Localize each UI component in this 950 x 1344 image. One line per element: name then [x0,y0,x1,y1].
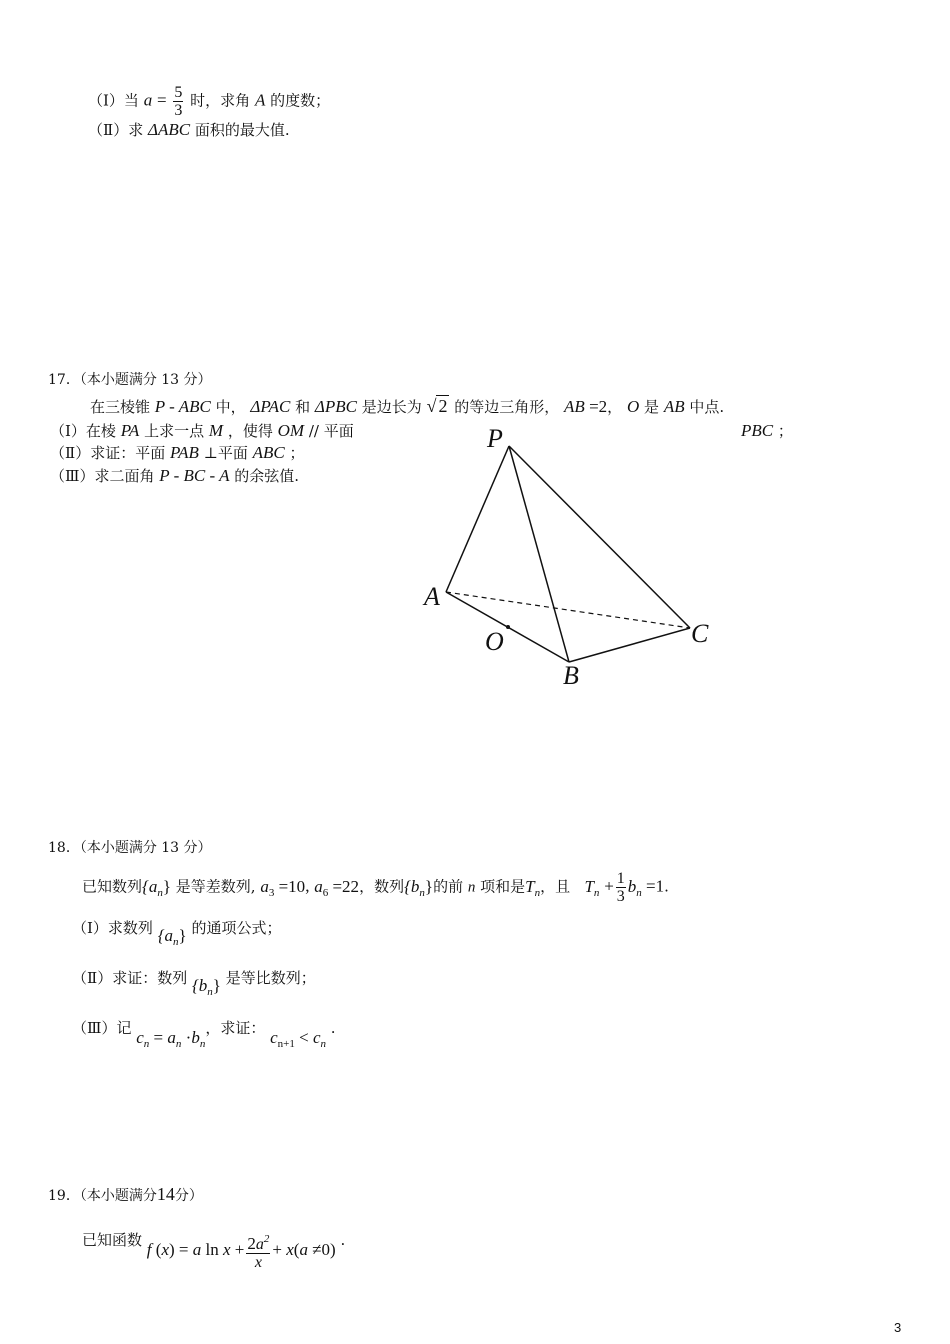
q17-part3-label: （Ⅲ）求二面角 [50,467,155,485]
pyramid-pabc: P - ABC [154,397,211,416]
q18-part2-end: 是等比数列； [225,969,316,987]
brace-close: } [424,876,434,896]
seq-an-base: {a [142,876,158,896]
q17-part2-text: ⊥平面 [203,444,248,462]
q18-stem-text: ，且 [540,877,571,896]
fraction-numerator: 1 [616,870,625,887]
q19-score: 14 [156,1184,175,1204]
q18-part1-end: 的通项公式； [191,919,282,937]
q17-part2-label: （Ⅱ）求证：平面 [50,444,166,462]
seq-bn: $\{b_n\}$ [191,976,221,998]
subscript-3: 3 [268,886,275,899]
page-number: 3 [894,1320,902,1335]
q19-stem [82,1226,345,1271]
edge-bc-line [569,628,690,662]
term-a3-base: a [260,876,269,896]
definition-cn: $c_n = a_n \cdot b_n$ [136,1028,206,1050]
var-n: n [467,879,476,896]
q17-part1-text: // 平面 [308,422,354,440]
q16-part2-label: （Ⅱ）求 [88,121,144,139]
q18-stem: 已知数列$\{a_n\}$ 是等差数列, $a_3 =10$, $a_6 =22$，数列$\{b_n\}$的前 n 项和是$T_n$，且 $T_n$ + $\frac{1}{3}$ $b_n =1$. [82,870,669,905]
subscript-n: n [419,886,425,899]
segment-om: OM [277,421,305,440]
pyramid-figure [415,420,735,695]
q17-stem-text: 中， [215,398,246,416]
condition-bn: $b_n$ [627,876,642,899]
sqrt-radicand: 2 [438,396,448,416]
point-o: O [626,397,640,416]
edge-pa-line [446,446,509,592]
q16-part1-text: 时，求角 [190,91,251,110]
q19-stem-text: 已知函数 [82,1231,143,1249]
condition-tn: $T_n$ [584,876,600,899]
label-o: O [485,627,504,656]
seq-an [142,876,171,899]
q17-part1-end: ； [777,422,793,440]
q17-header: 17．（本小题满分 13 分） [48,372,212,388]
term-a6 [314,876,360,899]
q17-part1-text: ，使得 [227,422,273,440]
q18-part3-text: ，求证： [205,1019,266,1037]
q17-part1-text: 上求一点 [144,422,205,440]
q18-part3-label: （Ⅲ）记 [72,1019,132,1037]
q17-stem [90,396,724,417]
q17-part2-end: ； [289,444,305,462]
plane-pab: PAB [169,443,199,462]
sum-tn [525,876,541,899]
q17-stem-text: 是边长为 [361,398,422,416]
q17-part3-end: 的余弦值. [234,467,300,485]
fraction-denominator: 3 [174,102,183,119]
q17-stem-text: 在三棱锥 [90,398,151,416]
edge-pa: PA [120,421,140,440]
q19-header-text: 分） [174,1188,203,1204]
q17-stem-text: 是 [644,398,660,416]
subscript-6: 6 [322,886,329,899]
subscript-n: n [157,886,163,899]
triangle-abc: ΔABC [147,120,191,139]
equals-sign: = [157,90,167,110]
q17-part3 [50,466,299,486]
edge-ac-dashed-line [446,592,690,628]
q19-stem-end: . [340,1231,346,1249]
q16-part1 [88,84,330,119]
edge-pb-line [509,446,569,662]
plane-abc: ABC [252,443,285,462]
q17-part2 [50,443,305,463]
q18-stem-text: 的前 [433,877,464,896]
segment-ab: AB [663,397,685,416]
condition-value: =1 [641,876,665,896]
q18-part3-end: . [330,1019,336,1037]
q19-header-text: 19．（本小题满分 [48,1188,157,1204]
term-a6-base: a [314,876,323,896]
function-fx: f (x) = a ln x + $\frac{2a^2}{x}$ + x(a ≠0) [146,1233,336,1272]
var-A: A [254,90,266,110]
fraction-2a2-x: $\frac{2a^2}{x}$ [247,1233,270,1272]
inequality-cn: $c_{n+1} < c_n$ [270,1028,327,1050]
fraction-5-3 [173,84,183,119]
ab-value: =2 [584,397,608,416]
q18-stem-text: ，数列 [359,877,405,896]
triangle-pbc: ΔPBC [314,397,357,416]
q16-part1-end: 的度数； [270,91,331,110]
point-m: M [208,421,224,440]
q18-part1-label: （Ⅰ）求数列 [72,919,153,937]
q18-stem-text: 是等差数列, [175,877,256,896]
q18-stem-text: 已知数列 [82,877,143,896]
midpoint-o-dot [506,625,510,629]
q16-part2-end: 面积的最大值. [194,121,290,139]
q17-stem-text: 和 [295,398,311,416]
q19-header [48,1184,203,1206]
segment-ab: AB [564,397,585,416]
label-c: C [691,619,709,648]
term-a3 [260,876,306,899]
q17-stem-text: ， [607,398,623,416]
subscript-n: n [534,886,541,899]
a3-value: =10 [274,876,306,896]
seq-bn-base: {b [404,876,420,896]
q18-part1 [72,916,282,954]
q18-part3 [72,1016,336,1056]
label-p: P [487,424,503,453]
q17-stem-text: 的等边三角形， [454,398,560,416]
q18-stem-text: 项和是 [480,877,526,896]
q18-stem-end: . [664,877,669,896]
label-a: A [424,582,440,611]
q17-stem-text: 中点. [689,398,725,416]
triangle-pac: ΔPAC [250,397,291,416]
q18-part2 [72,966,316,1004]
edge-pc-line [509,446,690,628]
a6-value: =22 [328,876,360,896]
plane-pbc: PBC [741,421,774,440]
fraction-denominator: 3 [616,888,625,905]
brace-close: } [162,876,171,896]
q18-part2-label: （Ⅱ）求证：数列 [72,969,188,987]
q17-part1 [50,421,354,441]
q16-part2 [88,120,290,140]
q17-part1-label: （Ⅰ）在棱 [50,422,116,440]
fraction-numerator: 5 [174,84,183,101]
q18-header: 18．（本小题满分 13 分） [48,840,212,856]
seq-bn [404,876,434,899]
seq-an: $\{a_n\}$ [157,926,187,948]
sqrt-2: √ 2 [426,396,448,416]
dihedral-angle: P - BC - A [159,466,230,485]
label-b: B [563,661,579,690]
sum-tn-base: T [525,876,535,896]
var-a: a [143,90,153,110]
q17-part1-tail [741,421,793,441]
q16-part1-label: （Ⅰ）当 [88,91,139,110]
fraction-1-3 [616,870,626,905]
